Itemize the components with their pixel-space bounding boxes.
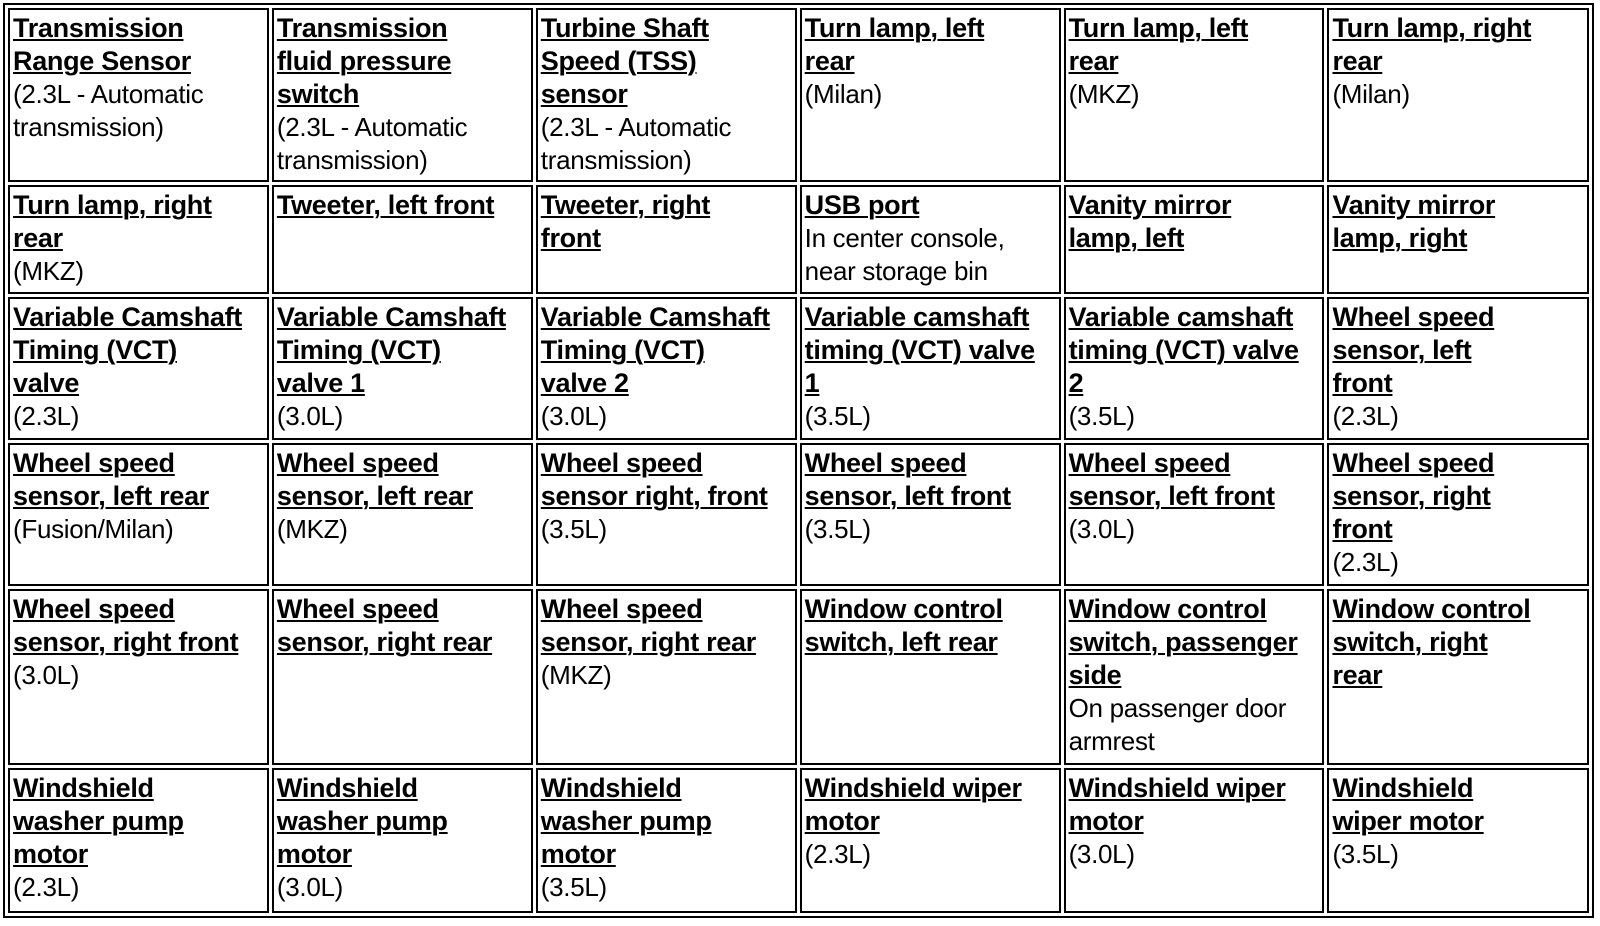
table-cell	[272, 768, 533, 913]
component-link[interactable]: Wheel speed sensor, right rear	[276, 593, 493, 657]
component-note: (3.5L)	[804, 401, 871, 432]
table-cell	[1064, 8, 1325, 182]
table-cell	[1064, 443, 1325, 586]
component-link[interactable]: Window control switch, passenger side	[1068, 593, 1298, 690]
component-link[interactable]: Turn lamp, left rear	[804, 13, 985, 76]
component-link[interactable]: Wheel speed sensor right, front	[540, 448, 768, 512]
table-cell	[800, 8, 1061, 182]
table-body	[8, 8, 1589, 913]
table-cell	[272, 589, 533, 765]
table-cell	[800, 185, 1061, 294]
component-link[interactable]: Wheel speed sensor, left front	[1068, 448, 1275, 512]
component-link[interactable]: Wheel speed sensor, left front	[804, 448, 1011, 512]
component-link[interactable]: Wheel speed sensor, left rear	[13, 448, 210, 512]
table-row	[8, 297, 1589, 440]
table-cell	[1327, 589, 1589, 765]
component-note: (3.0L)	[276, 401, 344, 432]
table-cell	[272, 443, 533, 586]
component-note: (MKZ)	[540, 659, 612, 690]
table-cell	[272, 185, 533, 294]
table-cell	[800, 768, 1061, 913]
component-note: (2.3L - Automatic transmission)	[540, 112, 732, 175]
table-cell	[536, 185, 797, 294]
component-link[interactable]: Vanity mirror lamp, left	[1068, 190, 1232, 254]
component-note: (3.5L)	[1068, 401, 1135, 432]
component-link[interactable]: Turn lamp, left rear	[1068, 13, 1249, 76]
component-note: (2.3L)	[804, 839, 871, 870]
component-note: (2.3L)	[1332, 401, 1399, 432]
table-cell	[8, 185, 269, 294]
component-note: (Milan)	[804, 79, 883, 109]
component-link[interactable]: Wheel speed sensor, right front	[1332, 448, 1495, 545]
table-row	[8, 185, 1589, 294]
table-cell	[1327, 8, 1589, 182]
table-cell	[536, 443, 797, 586]
table-cell	[1064, 185, 1325, 294]
table-row	[8, 8, 1589, 182]
component-note: (MKZ)	[276, 514, 348, 545]
component-note: (2.3L)	[1332, 547, 1399, 578]
table-cell	[8, 768, 269, 913]
table-row	[8, 768, 1589, 913]
component-link[interactable]: Wheel speed sensor, right front	[13, 593, 239, 657]
component-note: (2.3L - Automatic transmission)	[13, 79, 204, 142]
table-cell	[1327, 297, 1589, 440]
table-cell	[1327, 768, 1589, 913]
table-row	[8, 443, 1589, 586]
component-link[interactable]: Windshield washer pump motor	[276, 773, 448, 870]
component-link[interactable]: Wheel speed sensor, left front	[1332, 302, 1495, 399]
component-note: (3.5L)	[540, 514, 607, 545]
table-cell	[272, 297, 533, 440]
component-link[interactable]: Turn lamp, right rear	[1332, 13, 1532, 76]
table-cell	[1064, 297, 1325, 440]
component-link[interactable]: Windshield wiper motor	[1332, 773, 1484, 837]
component-note: (3.0L)	[1068, 514, 1135, 545]
component-link[interactable]: Tweeter, right front	[540, 190, 711, 254]
component-link[interactable]: Wheel speed sensor, right rear	[540, 593, 756, 657]
component-note: (3.5L)	[540, 872, 607, 903]
component-link[interactable]: Transmission fluid pressure switch	[276, 13, 452, 109]
component-note: (2.3L - Automatic transmission)	[276, 112, 468, 175]
component-note: (3.0L)	[276, 872, 344, 903]
component-link[interactable]: Transmission Range Sensor	[13, 13, 191, 76]
table-cell	[800, 297, 1061, 440]
component-note: (3.5L)	[1332, 839, 1399, 870]
component-link[interactable]: Windshield washer pump motor	[13, 773, 184, 870]
table-cell	[8, 589, 269, 765]
component-note: (2.3L)	[13, 401, 80, 432]
component-link[interactable]: Tweeter, left front	[276, 190, 495, 221]
table-cell	[1327, 185, 1589, 294]
component-link[interactable]: Window control switch, right rear	[1332, 593, 1531, 690]
component-link[interactable]: Turn lamp, right rear	[13, 190, 212, 254]
table-cell	[536, 768, 797, 913]
component-link[interactable]: Window control switch, left rear	[804, 593, 1003, 657]
component-location-table	[3, 3, 1594, 918]
component-note: (3.0L)	[13, 659, 80, 690]
component-link[interactable]: Variable Camshaft Timing (VCT) valve 1	[276, 302, 506, 399]
table-cell	[1064, 768, 1325, 913]
table-row	[8, 589, 1589, 765]
table-cell	[536, 589, 797, 765]
table-cell	[272, 8, 533, 182]
table-cell	[1064, 589, 1325, 765]
table-cell	[1327, 443, 1589, 586]
component-note: (3.0L)	[540, 401, 607, 432]
table-cell	[8, 443, 269, 586]
component-link[interactable]: USB port	[804, 190, 920, 221]
component-link[interactable]: Vanity mirror lamp, right	[1332, 190, 1496, 254]
table-cell	[536, 8, 797, 182]
table-cell	[800, 589, 1061, 765]
component-note: (MKZ)	[13, 256, 84, 287]
component-note: (3.0L)	[1068, 839, 1135, 870]
component-note: (MKZ)	[1068, 79, 1140, 109]
component-link[interactable]: Wheel speed sensor, left rear	[276, 448, 473, 512]
component-link[interactable]: Windshield wiper motor	[804, 773, 1022, 837]
component-link[interactable]: Variable camshaft timing (VCT) valve 1	[804, 302, 1035, 399]
component-note: (3.5L)	[804, 514, 871, 545]
component-note: On passenger door armrest	[1068, 692, 1287, 756]
component-link[interactable]: Variable Camshaft Timing (VCT) valve 2	[540, 302, 770, 399]
component-note: (Milan)	[1332, 79, 1410, 109]
component-link[interactable]: Windshield washer pump motor	[540, 773, 712, 870]
component-link[interactable]: Variable Camshaft Timing (VCT) valve	[13, 302, 243, 399]
table-cell	[8, 297, 269, 440]
component-note: (Fusion/Milan)	[13, 514, 174, 545]
table-cell	[800, 443, 1061, 586]
component-link[interactable]: Turbine Shaft Speed (TSS) sensor	[540, 13, 709, 109]
component-link[interactable]: Variable camshaft timing (VCT) valve 2	[1068, 302, 1299, 399]
component-link[interactable]: Windshield wiper motor	[1068, 773, 1286, 837]
component-note: (2.3L)	[13, 872, 80, 903]
table-cell	[536, 297, 797, 440]
table-cell	[8, 8, 269, 182]
component-note: In center console, near storage bin	[804, 223, 1005, 287]
